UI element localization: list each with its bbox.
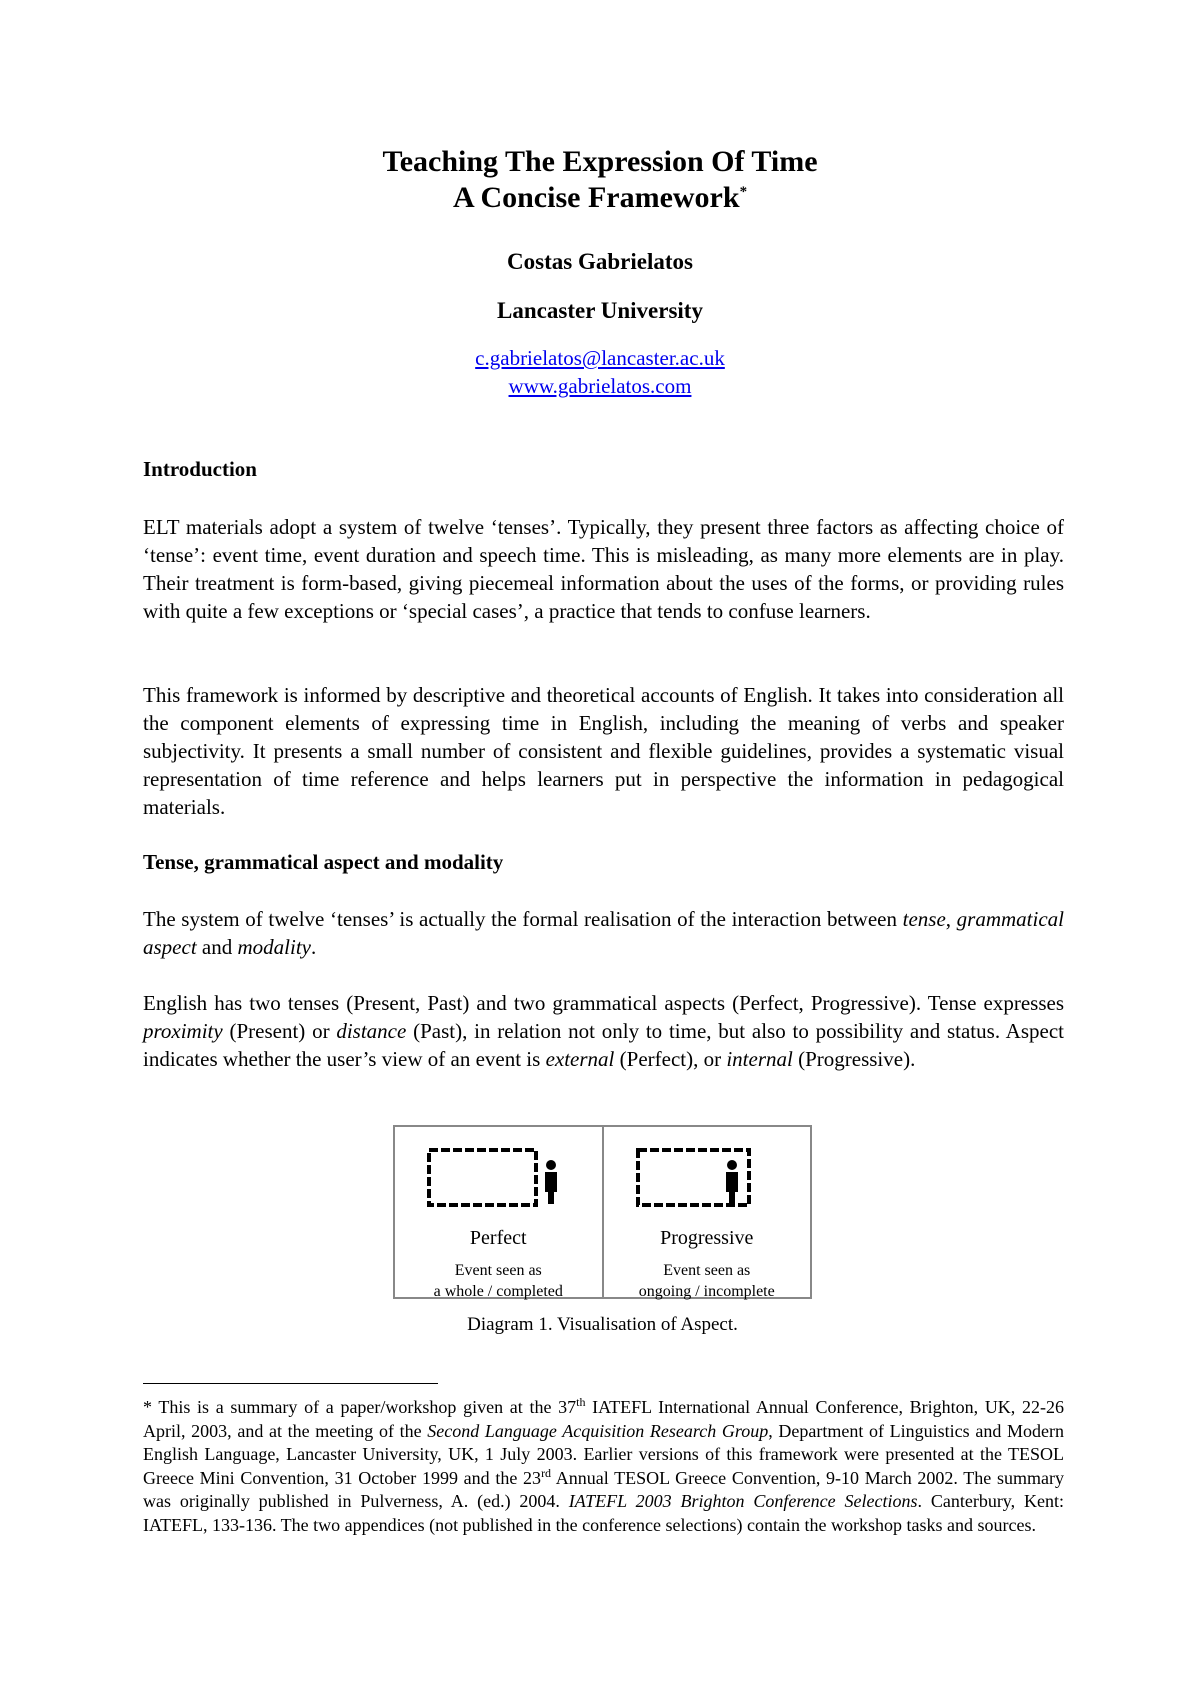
text-span: English has two tenses (Present, Past) and two grammatical aspects (Perfect, Progressive). Tense expresses: [143, 991, 1064, 1015]
emphasis-proximity: proximity: [143, 1019, 223, 1043]
author-affiliation: Lancaster University: [497, 298, 703, 323]
author-name: Costas Gabrielatos: [507, 249, 693, 274]
progressive-event-box-with-viewer-icon: [634, 1145, 774, 1215]
footnote-divider: [143, 1383, 438, 1384]
website-link[interactable]: www.gabrielatos.com: [508, 374, 692, 398]
text-span: This is a summary of a paper/workshop given at the 37: [152, 1397, 577, 1417]
title-line-2: [0, 180, 1200, 216]
text-span: , Department of Linguistics and Modern English Language, Lancaster University, UK, 1 July 2003. Earlier versions of this framework were presented at the TESOL Greece Mini Convention, 31 October 1999 and the 23: [143, 1420, 1064, 1488]
emphasis-tense: tense: [902, 907, 946, 931]
emphasis-internal: internal: [726, 1047, 793, 1071]
diagram-caption: Diagram 1. Visualisation of Aspect.: [467, 1314, 738, 1335]
progressive-description: [604, 1260, 811, 1302]
ordinal-sup: th: [576, 1395, 586, 1409]
title-footnote-mark: *: [739, 184, 748, 200]
footnote: [143, 1396, 1064, 1537]
text-span: The system of twelve ‘tenses’ is actually the formal realisation of the interaction between: [143, 907, 903, 931]
perfect-title: Perfect: [469, 1227, 527, 1249]
text-span: (Past), in relation not only to time, but also to possibility and status. Aspect indicates whether the user’s view of an event is: [143, 1019, 1064, 1071]
title-line-1: Teaching The Expression Of Time: [382, 145, 818, 178]
tense-paragraph-2: [143, 989, 1064, 1073]
text-span: Annual TESOL Greece Convention, 9-10 March 2002. The summary was originally published in Pulverness, A. (ed.) 2004.: [143, 1467, 1064, 1511]
email-link[interactable]: c.gabrielatos@lancaster.ac.uk: [475, 346, 725, 370]
progressive-cell: [602, 1127, 811, 1300]
website-line: [0, 372, 1200, 400]
intro-paragraph-1: ELT materials adopt a system of twelve ‘tenses’. Typically, they present three factors as affecting choice of ‘tense’: event time, event duration and speech time. This is misleading, as many more elements are in play. Their treatment is form-based, giving piecemeal information about the uses of the forms, or providing rules with quite a few exceptions or ‘special cases’, a practice that tends to confuse learners.: [143, 515, 1064, 623]
text-span: and: [196, 935, 238, 959]
tense-paragraph-1: [143, 905, 1064, 961]
perfect-desc-line-1: Event seen as: [454, 1262, 542, 1279]
emphasis-publication-title: IATEFL 2003 Brighton Conference Selections: [568, 1491, 918, 1511]
email-line: [0, 344, 1200, 372]
intro-paragraph-2: This framework is informed by descriptive and theoretical accounts of English. It takes into consideration all the component elements of expressing time in English, including the meaning of verbs and speaker subjectivity. It presents a small number of consistent and flexible guidelines, provides a systematic visual representation of time reference and helps learners put in perspective the information in pedagogical materials.: [143, 683, 1064, 819]
perfect-description: [395, 1260, 602, 1302]
ordinal-sup: rd: [541, 1465, 552, 1480]
footnote-mark: *: [143, 1397, 152, 1417]
progressive-desc-line-1: Event seen as: [663, 1262, 751, 1279]
emphasis-modality: modality: [237, 935, 311, 959]
title-line-2-text: A Concise Framework: [452, 181, 740, 214]
emphasis-group-name: Second Language Acquisition Research Group: [427, 1420, 769, 1441]
emphasis-external: external: [545, 1047, 615, 1071]
text-span: .: [310, 935, 317, 959]
emphasis-grammatical-aspect: grammatical aspect: [143, 907, 1064, 959]
tense-heading: Tense, grammatical aspect and modality: [143, 850, 504, 874]
text-span: (Present) or: [222, 1019, 337, 1043]
introduction-heading: Introduction: [143, 457, 257, 481]
progressive-desc-line-2: ongoing / incomplete: [638, 1283, 775, 1300]
perfect-cell: [395, 1127, 602, 1300]
text-span: IATEFL International Annual Conference, Brighton, UK, 22-26 April, 2003, and at the meeting of the: [143, 1397, 1064, 1441]
aspect-diagram: [393, 1125, 812, 1299]
progressive-title: Progressive: [660, 1227, 754, 1249]
paper-title: [0, 144, 1200, 216]
text-span: (Perfect), or: [614, 1047, 727, 1071]
perfect-event-box-with-viewer-icon: [425, 1145, 565, 1215]
emphasis-distance: distance: [336, 1019, 407, 1043]
text-span: (Progressive).: [792, 1047, 916, 1071]
text-span: ,: [945, 907, 957, 931]
perfect-desc-line-2: a whole / completed: [433, 1283, 563, 1300]
text-span: . Canterbury, Kent: IATEFL, 133-136. The two appendices (not published in the conference selections) contain the workshop tasks and sources.: [143, 1491, 1064, 1535]
